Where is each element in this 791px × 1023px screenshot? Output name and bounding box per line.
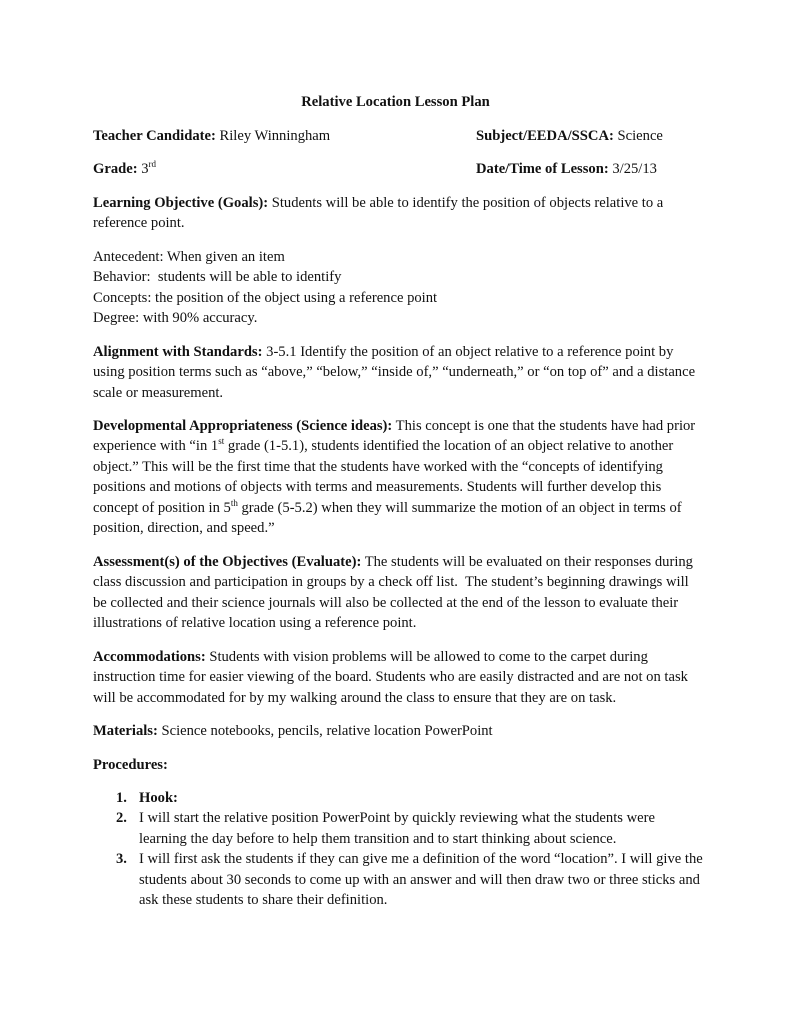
learning-objective: [93, 193, 703, 234]
concepts-line: Concepts: the position of the object using a reference point: [93, 289, 438, 306]
developmental-label: Developmental Appropriateness (Science ideas):: [93, 418, 393, 434]
date-value: 3/25/13: [612, 161, 657, 177]
materials: [93, 721, 703, 741]
teacher-candidate-value: Riley Winningham: [219, 128, 331, 144]
alignment-label: Alignment with Standards:: [93, 344, 263, 360]
teacher-candidate-label: Teacher Candidate:: [93, 128, 216, 144]
alignment-standards: [93, 342, 703, 403]
accommodations-label: Accommodations:: [93, 649, 206, 665]
abcd-block: [93, 247, 703, 329]
grade-value: 3rd: [141, 159, 157, 177]
assessment-objectives: [93, 552, 703, 634]
document-title: Relative Location Lesson Plan: [301, 94, 490, 110]
date-field: [476, 159, 657, 179]
procedures-list: [93, 788, 703, 910]
developmental-appropriateness: Developmental Appropriateness (Science ideas): This concept is one that the students have had prior experience with “in 1st grade (1-5.1), students identified the location of an object relative to another object.” This will be the first time that the students have worked with the “concepts of identifying positions and motions of objects with terms and measurements. Students will further develop this concept of position in 5th grade (5-5.2) when they will summarize the motion of an object in terms of position, direction, and speed.”: [93, 418, 696, 537]
behavior-line: Behavior: students will be able to identify: [93, 269, 342, 286]
list-item: 3. I will first ask the students if they can give me a definition of the word “location”. I will give the students about 30 seconds to come up with an answer and will then draw two or three sticks and ask these students to share their definition.: [116, 851, 703, 909]
assessment-text: The students will be evaluated on their responses during class discussion and participation in groups by a check off list. The student’s beginning drawings will be collected and their science journals will also be collected at the end of the lesson to evaluate their illustrations of relative location using a reference point.: [93, 554, 697, 632]
procedures-heading: Procedures:: [93, 757, 168, 773]
subject-label: Subject/EEDA/SSCA:: [476, 128, 614, 144]
materials-text: Science notebooks, pencils, relative location PowerPoint: [161, 723, 493, 739]
list-item: 1. Hook:: [116, 790, 178, 806]
accommodations: [93, 647, 703, 708]
subject-field: [476, 126, 663, 146]
assessment-label: Assessment(s) of the Objectives (Evaluate):: [93, 554, 362, 570]
grade-label: Grade:: [93, 161, 138, 177]
learning-objective-text: Students will be able to identify the position of objects relative to a reference point.: [93, 195, 664, 232]
antecedent-line: Antecedent: When given an item: [93, 249, 285, 265]
learning-objective-label: Learning Objective (Goals):: [93, 195, 269, 211]
list-item: 2. I will start the relative position PowerPoint by quickly reviewing what the students were learning the day before to help them transition and to start thinking about science.: [116, 810, 655, 847]
subject-value: Science: [617, 128, 663, 144]
teacher-candidate-field: [93, 126, 330, 146]
alignment-text: 3-5.1 Identify the position of an object relative to a reference point by using position terms such as “above,” “below,” “inside of,” “underneath,” or “on top of” and a distance scale or measurement.: [93, 344, 696, 401]
degree-line: Degree: with 90% accuracy.: [93, 310, 258, 327]
accommodations-text: Students with vision problems will be allowed to come to the carpet during instruction time for easier viewing of the board. Students who are easily distracted and are not on task will be accommodated for by my walking around the class to ensure that they are on task.: [93, 649, 688, 706]
materials-label: Materials:: [93, 723, 158, 739]
date-label: Date/Time of Lesson:: [476, 161, 609, 177]
grade-field: [93, 159, 156, 179]
